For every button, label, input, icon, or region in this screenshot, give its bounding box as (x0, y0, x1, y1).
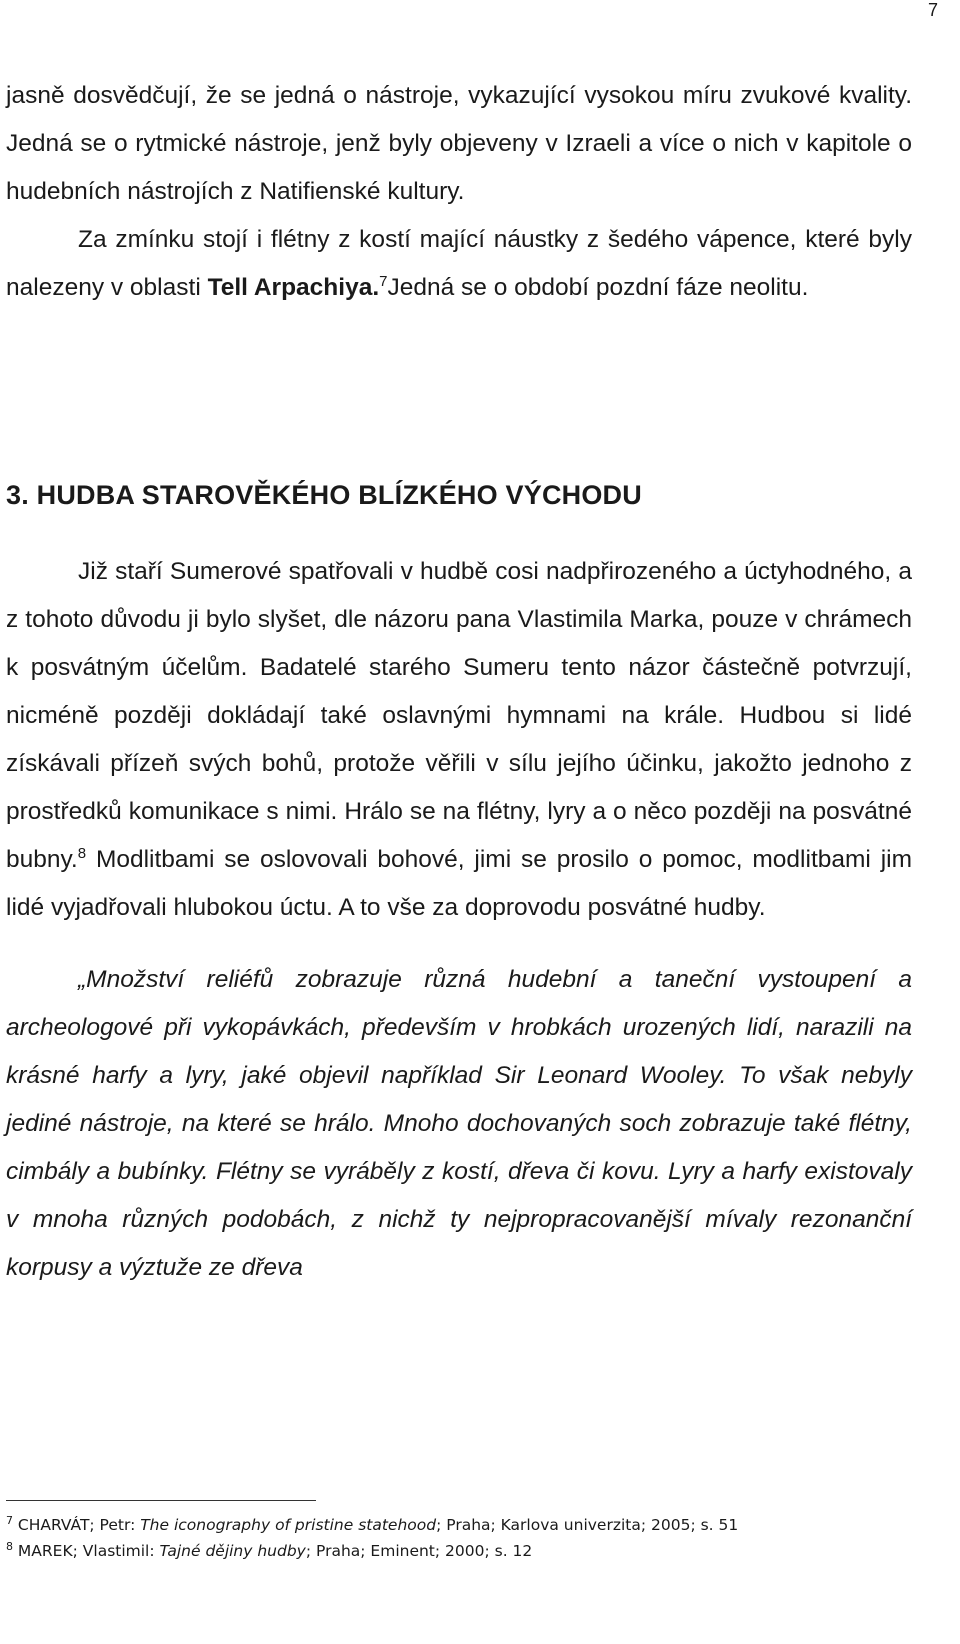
paragraph-sumer-tail: Modlitbami se oslovovali bohové, jimi se prosilo o pomoc, modlitbami jim lidé vyjadřovali hlubokou úctu. A to vše za doprovodu posvátné hudby. (6, 846, 912, 921)
footnote-number: 7 (6, 1513, 13, 1527)
footnote-ref-8[interactable]: 8 (77, 844, 87, 862)
footnote-number: 8 (6, 1539, 13, 1553)
footnote-title: The iconography of pristine statehood (140, 1516, 437, 1534)
footnote-title: Tajné dějiny hudby (159, 1542, 306, 1560)
chapter-heading: 3. HUDBA STAROVĚKÉHO BLÍZKÉHO VÝCHODU (6, 480, 642, 510)
paragraph-flutes-tail: Jedná se o období pozdní fáze neolitu. (387, 274, 809, 301)
body-section-1 (6, 72, 912, 312)
paragraph-flutes-text: Za zmínku stojí i flétny z kostí mající náustky z šedého vápence, které byly nalezeny v oblasti (6, 226, 912, 301)
footnote-ref-7[interactable]: 7 (379, 272, 388, 290)
footnote-8 (6, 1538, 738, 1564)
quote-paragraph: „Množství reliéfů zobrazuje různá hudební a taneční vystoupení a archeologové při vykopávkách, především v hrobkách urozených lidí, narazili na krásné harfy a lyry, jaké objevil například Sir Leonard Wooley. To však nebyly jediné nástroje, na které se hrálo. Mnoho dochovaných soch zobrazuje také flétny, cimbály a bubínky. Flétny se vyráběly z kostí, dřeva či kovu. Lyry a harfy existovaly v mnoha různých podobách, z nichž ty nejpropracovanější mívaly rezonanční korpusy a výztuže ze dřeva (6, 966, 912, 1281)
footnotes (6, 1512, 738, 1564)
footnote-author: CHARVÁT; Petr: (13, 1516, 141, 1534)
footnote-divider (6, 1500, 316, 1501)
footnote-publication: ; Praha; Karlova univerzita; 2005; s. 51 (436, 1516, 739, 1534)
paragraph-sumer-text: Již staří Sumerové spatřovali v hudbě cosi nadpřirozeného a úctyhodného, a z tohoto důvodu ji bylo slyšet, dle názoru pana Vlastimila Marka, pouze v chrámech k posvátným účelům. Badatelé starého Sumeru tento názor částečně potvrzují, nicméně později dokládají také oslavnými hymnami na krále. Hudbou si lidé získávali přízeň svých bohů, protože věřili v sílu jejího účinku, jakožto jednoho z prostředků komunikace s nimi. Hrálo se na flétny, lyry a o něco později na posvátné bubny. (6, 558, 912, 873)
body-section-2 (6, 548, 912, 1292)
paragraph-continuation: jasně dosvědčují, že se jedná o nástroje, vykazující vysokou míru zvukové kvality. Jedná se o rytmické nástroje, jenž byly objeveny v Izraeli a více o nich v kapitole o hudebních nástrojích z Natifienské kultury. (6, 82, 912, 205)
footnote-7 (6, 1512, 738, 1538)
paragraph-flutes (6, 216, 912, 312)
footnote-author: MAREK; Vlastimil: (13, 1542, 160, 1560)
page-number: 7 (927, 0, 938, 20)
footnote-publication: ; Praha; Eminent; 2000; s. 12 (305, 1542, 533, 1560)
site-name-bold: Tell Arpachiya. (207, 274, 380, 301)
paragraph-sumer (6, 548, 912, 932)
